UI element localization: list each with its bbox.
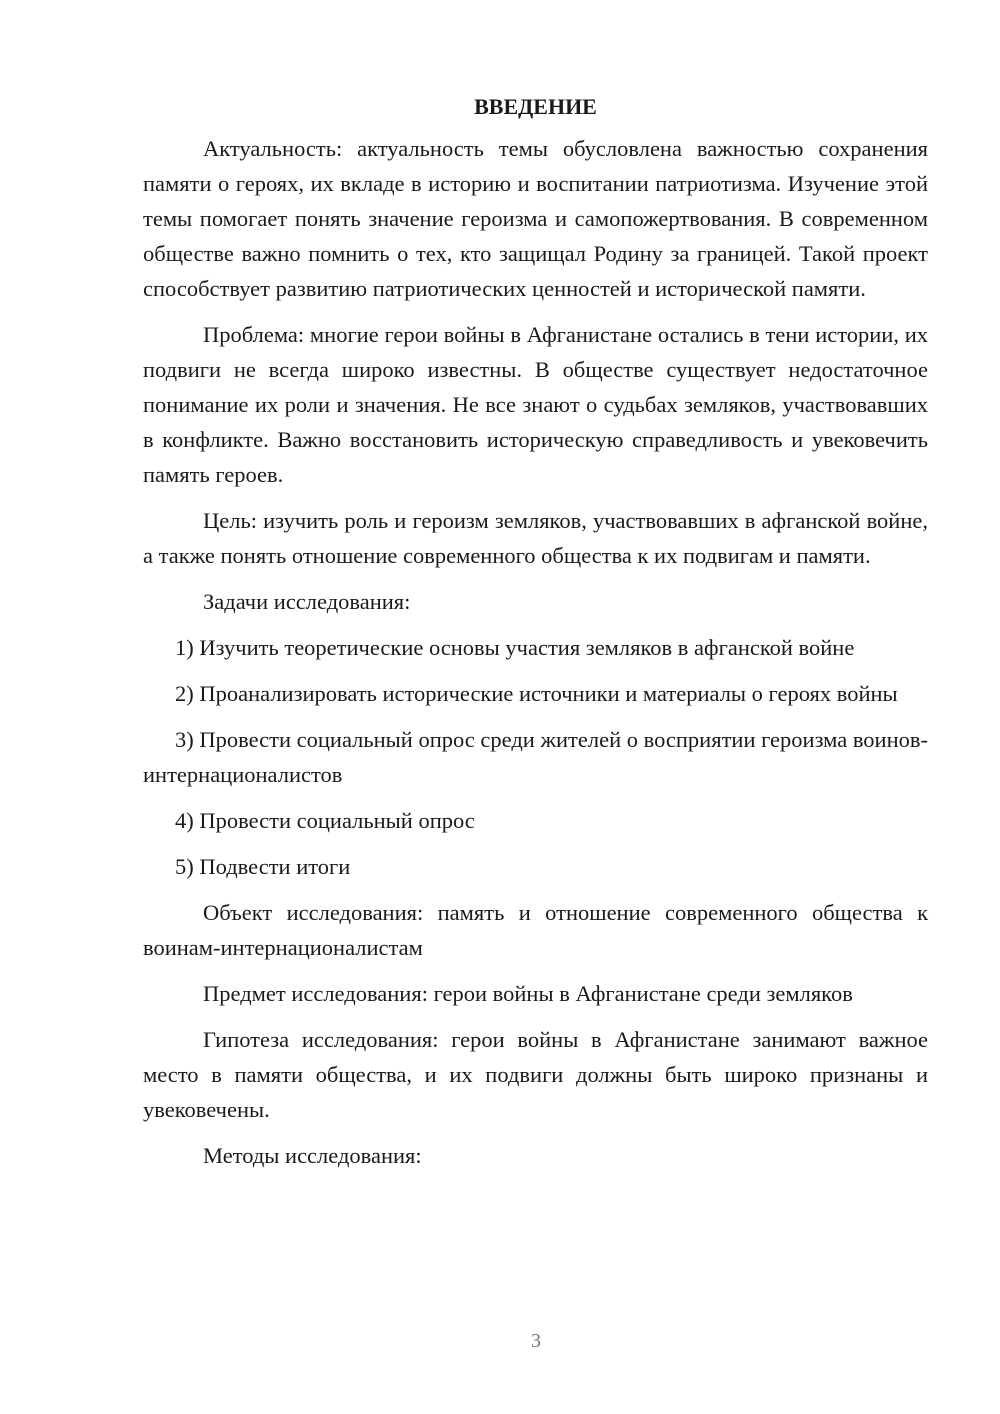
paragraph-relevance: Актуальность: актуальность темы обусловлена важностью сохранения памяти о героях, их вкладе в историю и воспитании патриотизма. Изучение этой темы помогает понять значение героизма и самопожертвования. В современном обществе важно помнить о тех, кто защищал Родину за границей. Такой проект способствует развитию патриотических ценностей и исторической памяти.	[143, 136, 928, 301]
paragraph-goal: Цель: изучить роль и героизм земляков, участвовавших в афганской войне, а также понять отношение современного общества к их подвигам и памяти.	[143, 508, 928, 568]
task-item-5: 5) Подвести итоги	[175, 854, 351, 879]
paragraph-methods: Методы исследования:	[203, 1143, 422, 1168]
task-item-4: 4) Провести социальный опрос	[175, 808, 475, 833]
paragraph-problem: Проблема: многие герои войны в Афганистане остались в тени истории, их подвиги не всегда широко известны. В обществе существует недостаточное понимание их роли и значения. Не все знают о судьбах земляков, участвовавших в конфликте. Важно восстановить историческую справедливость и увековечить память героев.	[143, 322, 928, 487]
task-item-3: 3) Провести социальный опрос среди жителей о восприятии героизма воинов-интернационалистов	[143, 727, 929, 787]
task-item-1: 1) Изучить теоретические основы участия земляков в афганской войне	[175, 635, 855, 660]
section-title: ВВЕДЕНИЕ	[474, 94, 597, 119]
paragraph-hypothesis: Гипотеза исследования: герои войны в Афганистане занимают важное место в памяти общества, и их подвиги должны быть широко признаны и увековечены.	[143, 1027, 928, 1122]
page-content	[143, 92, 928, 1184]
page-number: 3	[531, 1330, 541, 1352]
paragraph-object: Объект исследования: память и отношение современного общества к воинам-интернационалистам	[143, 900, 928, 960]
paragraph-subject: Предмет исследования: герои войны в Афганистане среди земляков	[203, 981, 853, 1006]
paragraph-tasks-heading: Задачи исследования:	[203, 589, 411, 614]
task-item-2: 2) Проанализировать исторические источники и материалы о героях войны	[175, 681, 898, 706]
